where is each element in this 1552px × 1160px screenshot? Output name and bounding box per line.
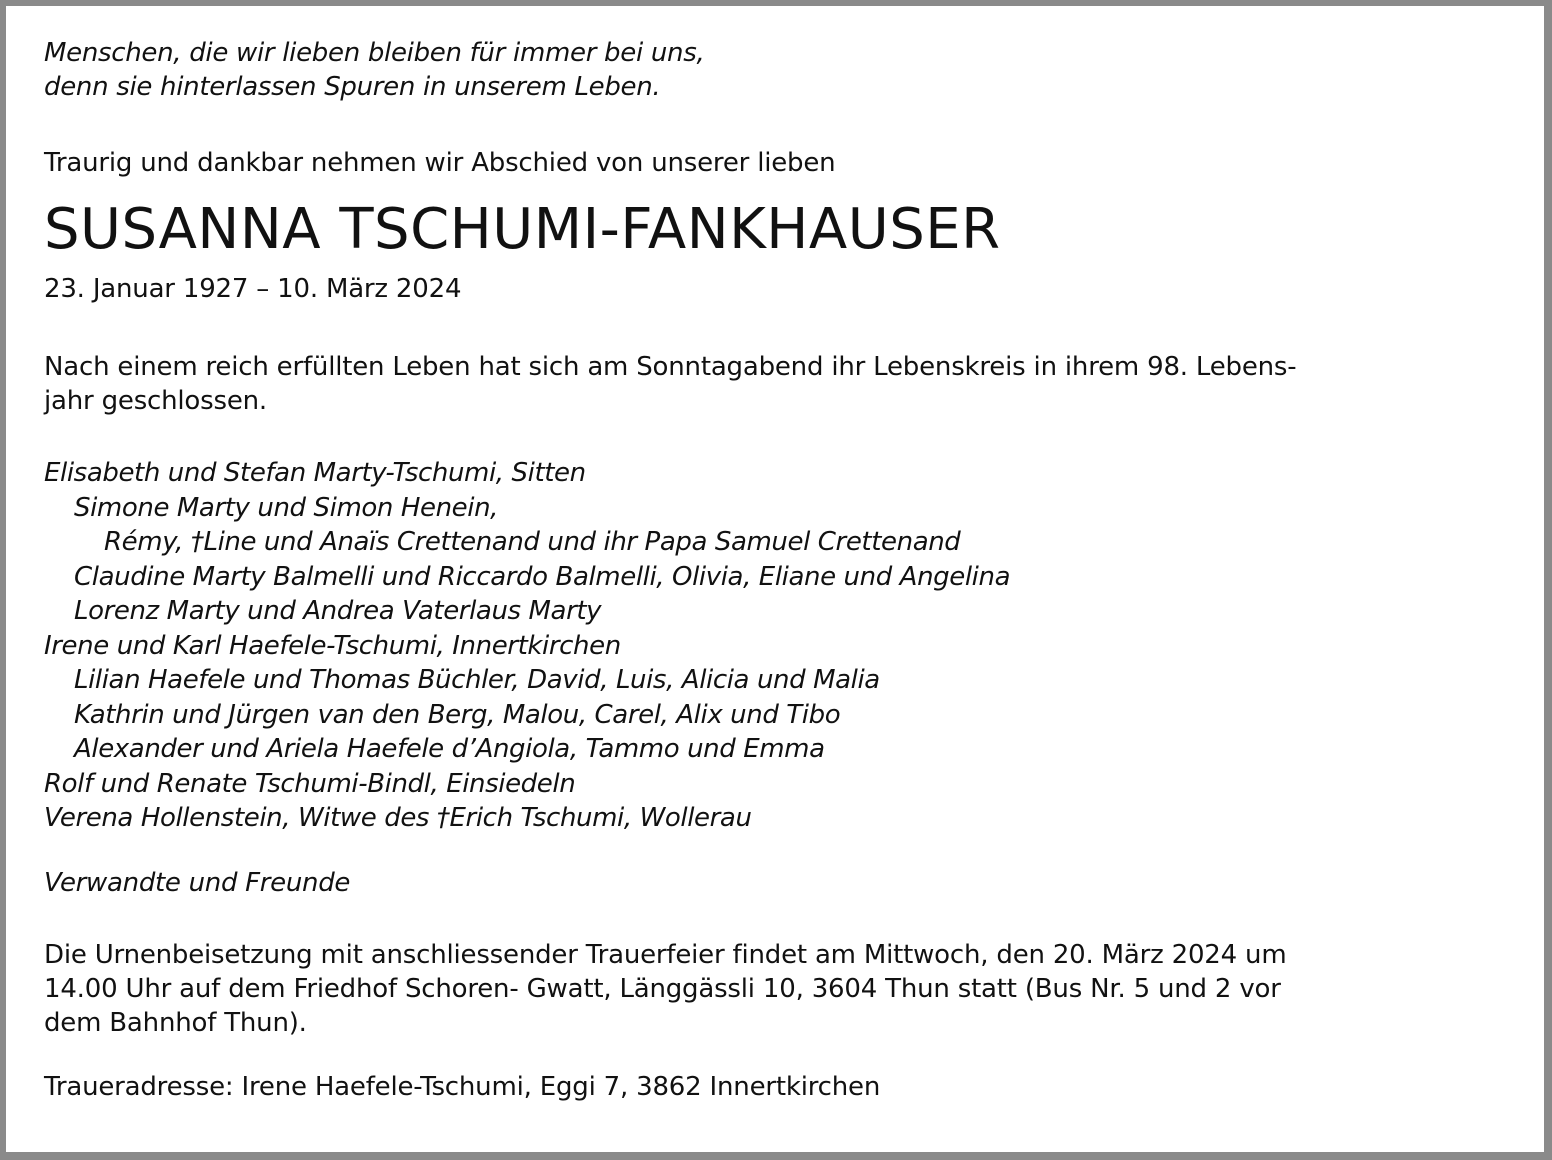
mourning-address: Traueradresse: Irene Haefele-Tschumi, Eggi 7, 3862 Innertkirchen bbox=[44, 1071, 881, 1102]
deceased-name: SUSANNA TSCHUMI-FANKHAUSER bbox=[44, 197, 1001, 262]
intro-text: Traurig und dankbar nehmen wir Abschied von unserer lieben bbox=[44, 148, 836, 178]
family-member: Claudine Marty Balmelli und Riccardo Balmelli, Olivia, Eliane und Angelina bbox=[74, 561, 1011, 592]
family-member: Rémy, †Line und Anaïs Crettenand und ihr Papa Samuel Crettenand bbox=[104, 527, 961, 557]
announcement-line-1: Nach einem reich erfüllten Leben hat sich am Sonntagabend ihr Lebenskreis in ihrem 98. Lebens- bbox=[44, 352, 1297, 382]
family-member: Lorenz Marty und Andrea Vaterlaus Marty bbox=[74, 596, 602, 626]
service-info bbox=[44, 938, 1504, 1040]
relatives-and-friends: Verwandte und Freunde bbox=[44, 867, 351, 898]
family-member: Verena Hollenstein, Witwe des †Erich Tschumi, Wollerau bbox=[44, 803, 752, 833]
service-line-3: dem Bahnhof Thun). bbox=[44, 1007, 307, 1038]
notice-content bbox=[44, 36, 1504, 1104]
family-list bbox=[44, 456, 1504, 836]
family-member: Alexander und Ariela Haefele d’Angiola, Tammo und Emma bbox=[74, 734, 825, 764]
family-member: Simone Marty und Simon Henein, bbox=[74, 492, 499, 523]
family-member: Lilian Haefele und Thomas Büchler, David, Luis, Alicia und Malia bbox=[74, 665, 880, 695]
family-member: Elisabeth und Stefan Marty-Tschumi, Sitten bbox=[44, 458, 586, 488]
motto-line-2: denn sie hinterlassen Spuren in unserem Leben. bbox=[44, 72, 661, 102]
family-member: Irene und Karl Haefele-Tschumi, Innertkirchen bbox=[44, 630, 621, 661]
announcement bbox=[44, 350, 1504, 418]
service-line-1: Die Urnenbeisetzung mit anschliessender Trauerfeier findet am Mittwoch, den 20. März 2024 um bbox=[44, 939, 1287, 970]
obituary-notice bbox=[6, 6, 1544, 1152]
life-dates: 23. Januar 1927 – 10. März 2024 bbox=[44, 274, 462, 304]
family-member: Rolf und Renate Tschumi-Bindl, Einsiedeln bbox=[44, 768, 576, 799]
family-member: Kathrin und Jürgen van den Berg, Malou, Carel, Alix und Tibo bbox=[74, 699, 841, 730]
motto-line-1: Menschen, die wir lieben bleiben für immer bei uns, bbox=[44, 38, 705, 68]
service-line-2: 14.00 Uhr auf dem Friedhof Schoren- Gwatt, Länggässli 10, 3604 Thun statt (Bus Nr. 5 und 2 vor bbox=[44, 973, 1281, 1004]
motto bbox=[44, 36, 1504, 104]
announcement-line-2: jahr geschlossen. bbox=[44, 386, 267, 416]
